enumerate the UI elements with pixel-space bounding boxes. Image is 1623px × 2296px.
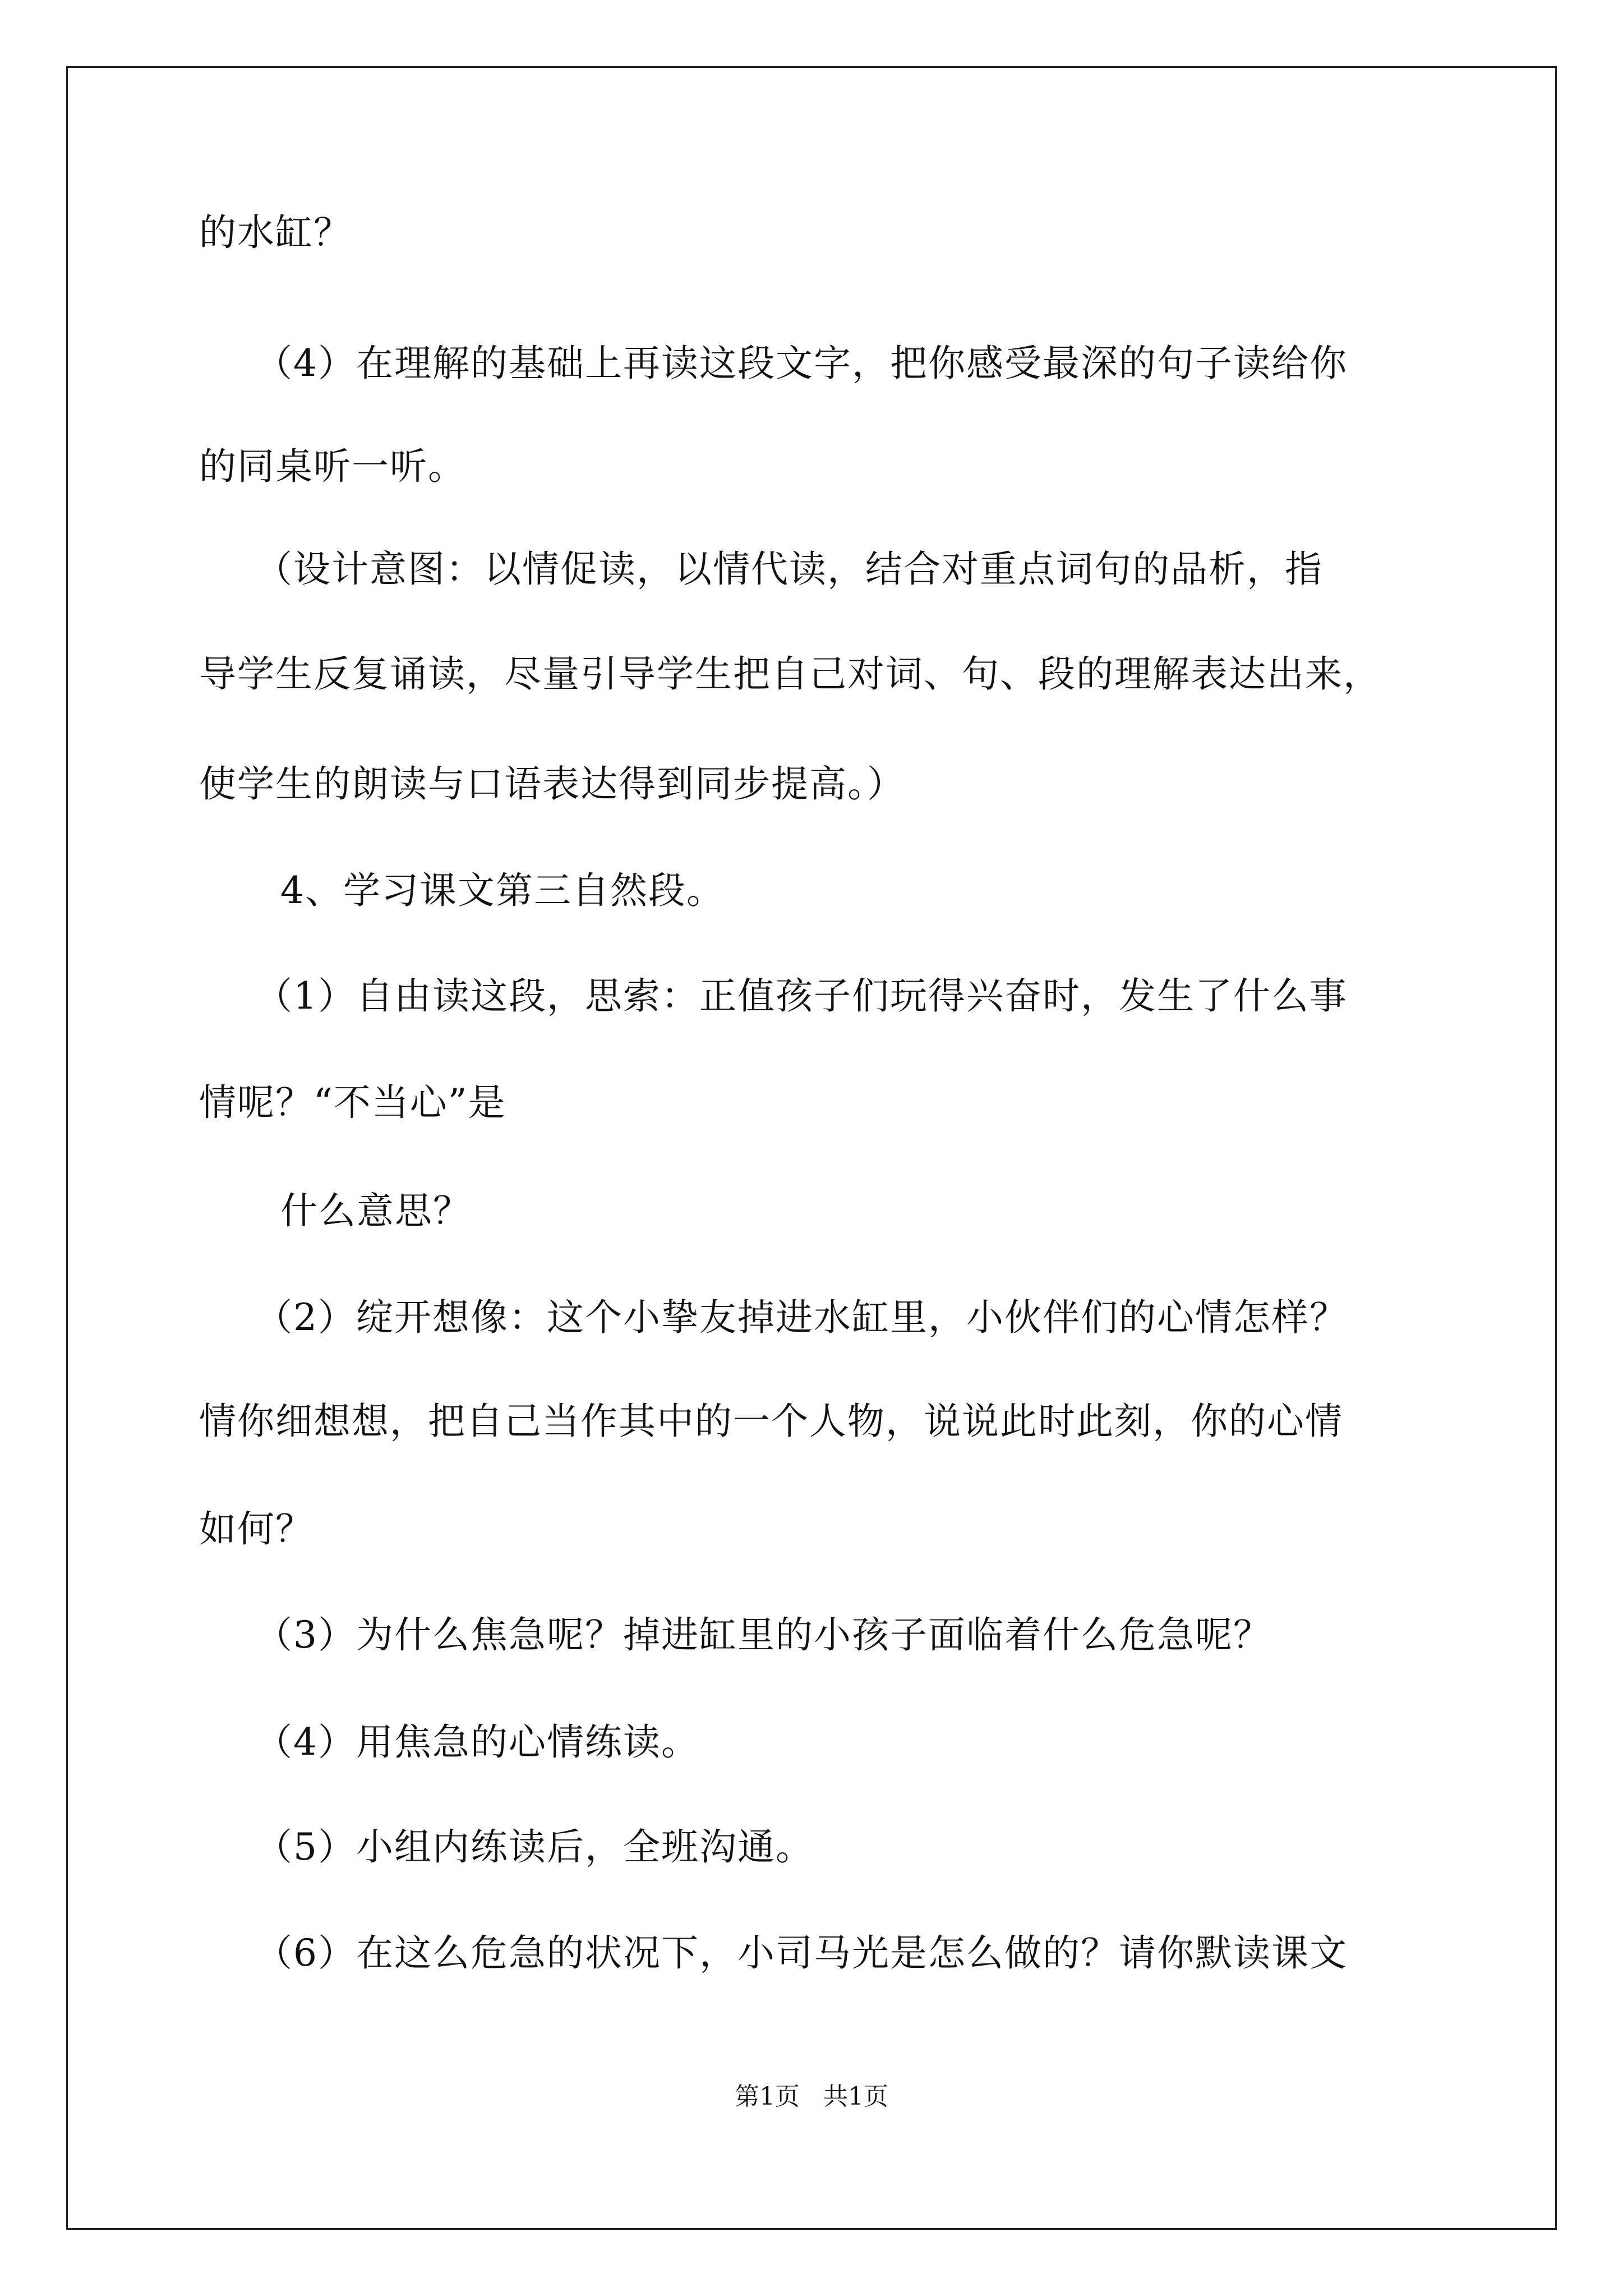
text-line-1: 的水缸？ bbox=[199, 211, 352, 254]
text-line-4: （设计意图：以情促读，以情代读，结合对重点词句的品析，指 bbox=[255, 547, 1323, 591]
text-line-2: （4）在理解的基础上再读这段文字，把你感受最深的句子读给你 bbox=[255, 342, 1348, 385]
text-line-9: 情呢？“不当心”是 bbox=[199, 1081, 506, 1124]
text-line-17: （6）在这么危急的状况下，小司马光是怎么做的？请你默读课文 bbox=[255, 1931, 1348, 1975]
text-line-3: 的同桌听一听。 bbox=[199, 445, 466, 488]
page-border bbox=[66, 66, 1557, 2230]
text-line-10: 什么意思？ bbox=[280, 1189, 471, 1232]
text-line-15: （4）用焦急的心情练读。 bbox=[255, 1720, 699, 1764]
text-line-12: 情你细想想，把自己当作其中的一个人物，说说此时此刻，你的心情 bbox=[199, 1400, 1343, 1443]
text-line-6: 使学生的朗读与口语表达得到同步提高。） bbox=[199, 762, 905, 806]
text-line-7: 4、学习课文第三自然段。 bbox=[280, 869, 725, 912]
text-line-5: 导学生反复诵读，尽量引导学生把自己对词、句、段的理解表达出来， bbox=[199, 652, 1381, 696]
text-line-13: 如何？ bbox=[199, 1507, 313, 1550]
text-line-8: （1）自由读这段，思索：正值孩子们玩得兴奋时，发生了什么事 bbox=[255, 974, 1348, 1018]
text-line-11: （2）绽开想像：这个小挚友掉进水缸里，小伙伴们的心情怎样？ bbox=[255, 1296, 1348, 1339]
text-line-14: （3）为什么焦急呢？掉进缸里的小孩子面临着什么危急呢？ bbox=[255, 1613, 1271, 1657]
page-number-footer: 第1页 共1页 bbox=[735, 2082, 888, 2111]
text-line-16: （5）小组内练读后，全班沟通。 bbox=[255, 1825, 814, 1869]
